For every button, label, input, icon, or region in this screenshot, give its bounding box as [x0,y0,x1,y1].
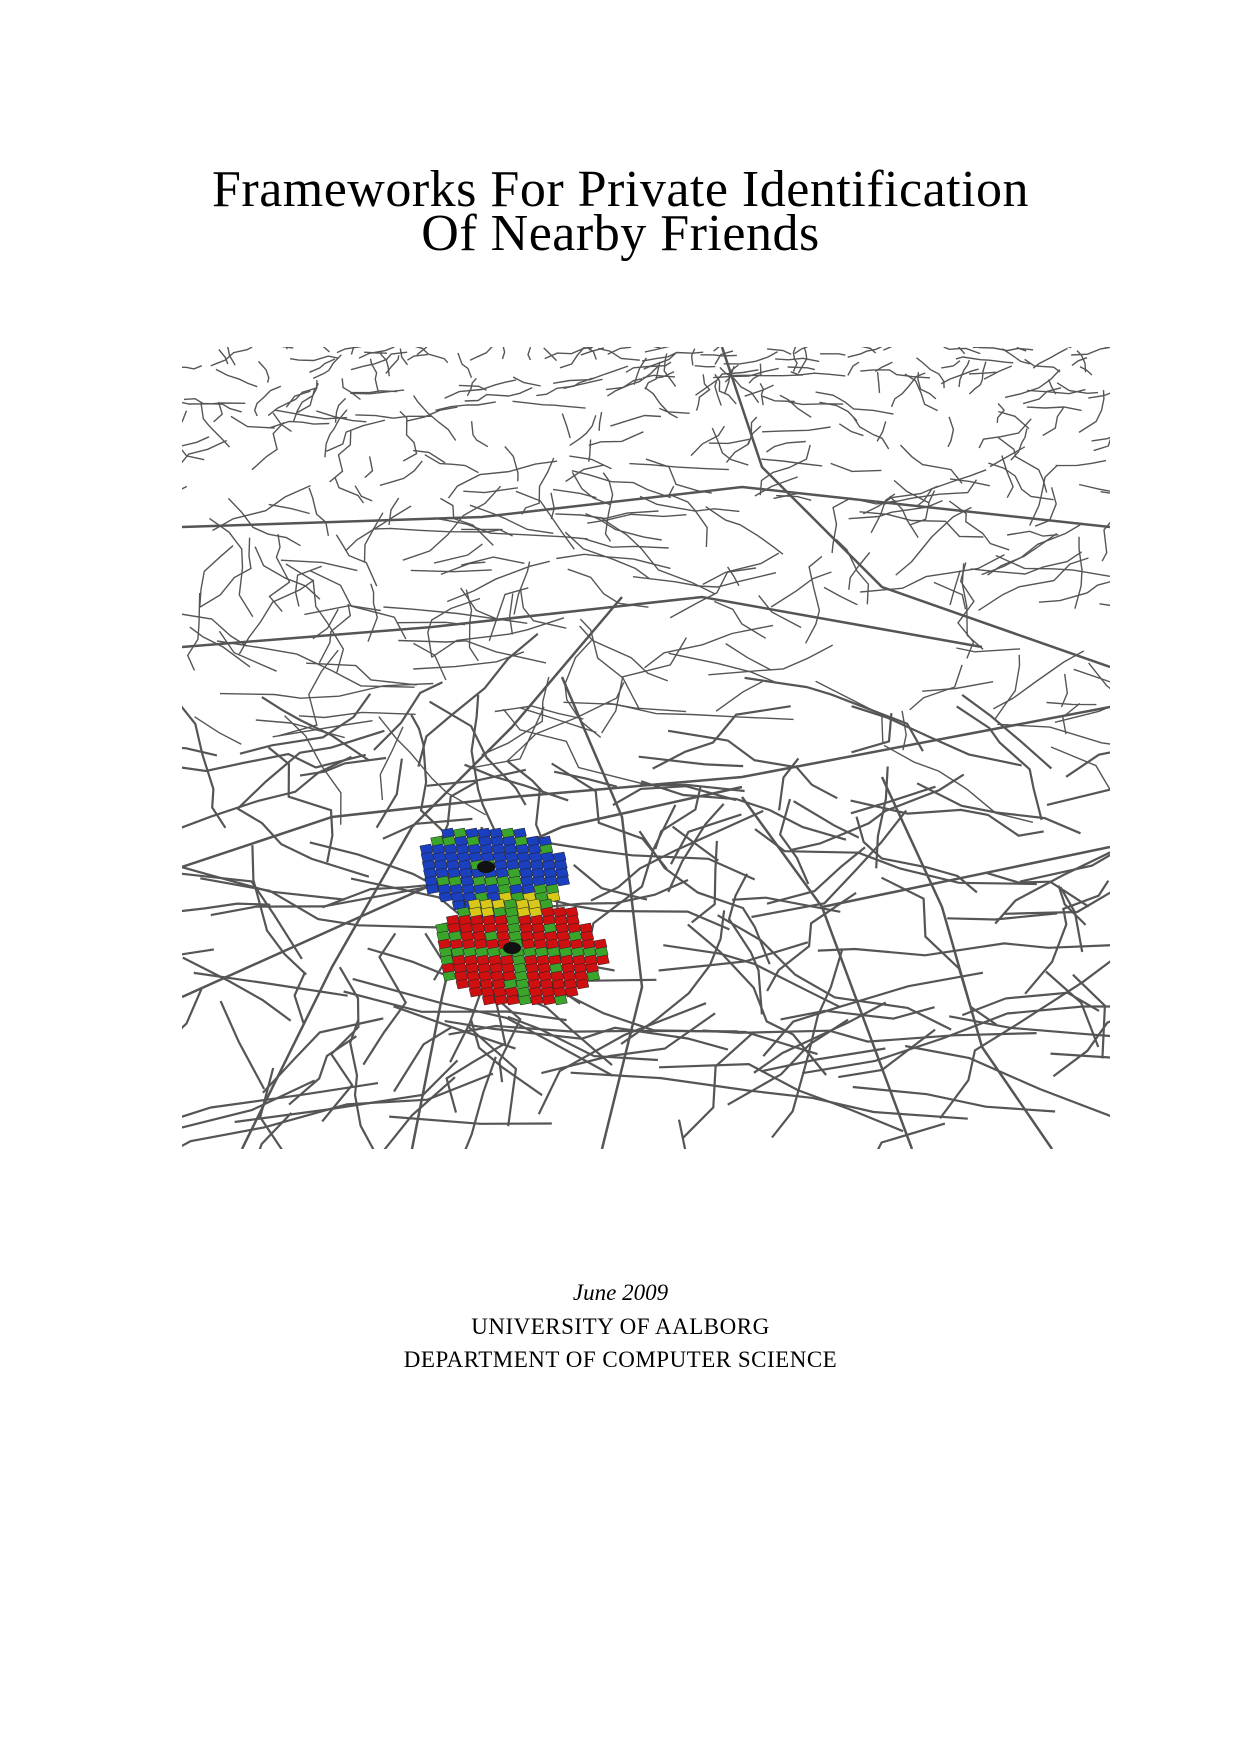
street [239,731,385,808]
grid-cell [494,995,507,1005]
street [742,797,912,1149]
department-name: DEPARTMENT OF COMPUTER SCIENCE [403,1347,838,1372]
street [1038,347,1072,348]
street [760,445,810,495]
street [407,355,427,361]
street [574,865,647,900]
street [182,597,982,647]
university-name: UNIVERSITY OF AALBORG [471,1314,770,1339]
street [580,619,639,710]
street [336,535,376,587]
street [1005,370,1060,398]
street [606,379,642,390]
street-network [182,347,1110,1149]
street [646,459,712,493]
street [591,811,763,901]
street [351,352,407,370]
street [761,459,822,466]
street [281,560,358,570]
street [335,478,363,503]
street [209,518,252,616]
street [883,347,893,350]
street [188,593,200,670]
street [570,415,596,445]
grid-cell [576,979,589,989]
street [824,587,857,604]
street [819,402,857,421]
street [922,682,993,692]
street [993,651,1083,709]
street [878,372,880,393]
street [381,351,389,377]
street [706,507,783,555]
street [950,570,960,605]
street [607,703,686,712]
street [252,422,284,469]
street [449,461,558,498]
street [403,486,501,560]
street [380,727,403,800]
street [516,491,574,549]
street [482,677,549,755]
street [182,487,187,513]
street [553,366,628,383]
street [568,569,649,607]
street [510,594,513,635]
street [767,349,791,355]
street [252,845,306,974]
street [383,607,527,623]
street [692,841,717,923]
street [629,464,729,470]
street [1047,703,1097,705]
street [1066,729,1110,777]
street [1057,383,1098,394]
street [297,347,329,352]
street [818,943,1110,955]
street [182,400,245,404]
street [290,356,338,360]
grid-cell [542,995,555,1005]
street [214,402,223,422]
street [182,587,247,646]
street [521,590,567,629]
street [231,416,275,428]
street [216,369,257,386]
street [428,599,480,658]
street [507,761,544,794]
street [410,347,448,363]
street [1062,674,1068,707]
street [457,1057,496,1149]
street [589,440,591,462]
street [905,374,938,411]
street [346,506,411,550]
street [669,653,778,683]
street [789,402,844,405]
street [603,473,612,542]
street [645,347,678,352]
street [761,1049,885,1072]
street [587,805,676,955]
street [659,408,689,413]
street [645,388,678,418]
street [342,378,360,399]
street [569,456,611,469]
street [1047,772,1110,805]
street [775,358,819,361]
street [1033,348,1067,368]
street [995,655,1020,720]
street [263,1018,383,1092]
street [337,347,361,353]
street [780,799,808,884]
street [571,1073,968,1119]
grid-cell [426,884,439,894]
street [1088,383,1110,398]
grid-cell [482,995,495,1005]
grid-cell [518,995,531,1005]
street [949,501,1009,550]
street [948,417,953,447]
street [1056,461,1106,466]
street [184,399,242,412]
street [472,421,488,447]
grid-cell [596,955,609,965]
location-marker-blue [477,861,495,873]
street [505,447,518,482]
street [309,488,328,536]
street [195,717,242,745]
street [380,461,422,486]
grid-cell [506,995,519,1005]
grid-cell [565,987,578,997]
street [700,355,737,356]
street [434,544,482,563]
street [771,572,831,607]
street [766,442,805,453]
street [598,349,640,361]
street [394,1027,452,1092]
street [413,643,446,680]
document-title [0,161,1241,262]
street [447,561,550,601]
grid-cell [443,971,456,981]
street [374,682,443,750]
grid-cell [456,979,469,989]
publication-date: June 2009 [572,1280,669,1305]
street [934,582,966,609]
street [716,682,762,712]
street [463,488,518,493]
street [695,366,716,367]
street [708,645,832,675]
street [839,424,863,436]
street [355,486,372,501]
street [633,573,776,587]
street [688,925,826,1076]
street [377,759,402,828]
street [969,362,986,394]
street [836,539,868,604]
street [270,534,290,612]
street [910,665,962,710]
street [255,547,320,600]
grid-cell [587,971,600,981]
street [228,498,300,545]
street [269,504,310,513]
street [440,498,493,545]
street [917,358,945,388]
street [762,427,831,432]
street [470,347,516,360]
street [259,361,269,382]
street [715,381,721,405]
street [365,456,373,477]
street [211,347,253,366]
location-marker-red [503,942,521,954]
street [221,1001,265,1089]
street [400,349,407,365]
street [1101,492,1111,519]
street [489,588,528,641]
street [502,347,512,359]
street [182,988,202,1050]
street [956,357,1013,363]
grid-cell [530,995,543,1005]
street [639,757,744,766]
grid-cell [557,876,570,886]
street [326,420,385,451]
street [762,396,794,401]
street [1075,537,1082,609]
street [848,362,859,375]
street [853,417,888,449]
street [556,554,670,568]
street [513,377,541,386]
street [467,378,476,396]
street [286,564,344,673]
street [1089,663,1110,710]
street [918,372,936,399]
street [322,967,358,1121]
grid-regions [420,828,609,1005]
street [956,648,1020,652]
street [799,348,807,373]
street [1027,407,1082,410]
street [900,445,962,483]
street [1090,347,1106,348]
street [589,432,644,446]
street [896,507,972,575]
street [599,412,602,431]
street [692,349,695,366]
street [585,539,669,548]
street [1100,604,1111,617]
street [726,644,772,671]
street [1073,975,1105,1059]
street [814,347,875,353]
street [572,472,610,505]
street [600,517,715,594]
street-map-figure [182,347,1110,1149]
title-line-2: Of Nearby Friends [421,205,820,262]
street [673,827,719,861]
street [407,407,458,421]
street [745,678,923,751]
street [979,558,1089,610]
street [941,361,960,368]
street [780,395,811,417]
street [610,416,661,427]
street [330,431,351,482]
street [831,463,882,471]
street [295,972,305,1023]
street [310,571,406,640]
street [255,386,281,416]
street [587,347,596,359]
street [182,366,202,369]
street [724,352,778,364]
street [425,455,479,473]
street [729,375,803,376]
street [299,712,416,717]
street [461,529,512,536]
street [917,783,1080,833]
street [1002,456,1013,498]
street [182,411,187,442]
street [560,347,588,368]
street [860,370,930,378]
street [709,439,749,443]
street [795,347,839,354]
street [562,414,570,439]
street [1043,407,1064,436]
street [200,538,251,607]
street [712,428,748,465]
street [1007,531,1058,536]
street [528,347,531,360]
street [902,711,906,750]
street [820,354,845,355]
street [860,512,984,537]
street [389,1117,552,1124]
grid-cell [469,987,482,997]
street [551,493,554,519]
street [572,471,671,498]
street [513,401,586,408]
street [220,684,433,699]
street [182,437,209,447]
street [806,556,822,643]
title-line-1: Frameworks For Private Identification [211,161,1030,218]
street [553,489,596,497]
street [691,426,724,456]
grid-cell [439,892,452,902]
street [602,638,687,733]
street [608,347,631,354]
street [1051,1048,1111,1059]
street [458,353,472,378]
street [580,626,668,681]
street [760,383,763,405]
grid-cell [554,995,567,1005]
